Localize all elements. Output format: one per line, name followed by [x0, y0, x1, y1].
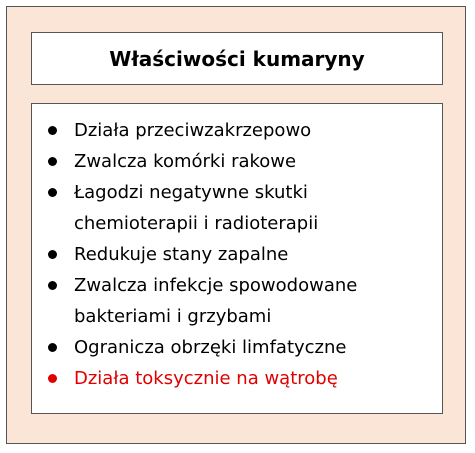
properties-box — [31, 103, 443, 414]
list-item — [32, 177, 432, 239]
bullet-icon — [48, 374, 57, 383]
list-item — [32, 146, 432, 177]
list-item — [32, 239, 432, 270]
bullet-icon — [48, 250, 57, 259]
list-item — [32, 270, 432, 332]
list-item — [32, 115, 432, 146]
list-item-text: Ogranicza obrzęki limfatyczne — [74, 337, 347, 358]
list-item-text: Działa toksycznie na wątrobę — [74, 368, 338, 389]
list-item-text: Działa przeciwzakrzepowo — [74, 120, 312, 141]
title-box — [31, 32, 443, 85]
bullet-icon — [48, 281, 57, 290]
list-item — [32, 332, 432, 363]
list-item-text: Zwalcza infekcje spowodowane bakteriami i grzybami — [74, 275, 358, 327]
bullet-icon — [48, 126, 57, 135]
bullet-icon — [48, 188, 57, 197]
list-item-text: Łagodzi negatywne skutki chemioterapii i radioterapii — [74, 182, 319, 234]
bullet-icon — [48, 343, 57, 352]
properties-list — [32, 104, 442, 394]
list-item-text: Zwalcza komórki rakowe — [74, 151, 297, 172]
list-item-text: Redukuje stany zapalne — [74, 244, 289, 265]
page-title: Właściwości kumaryny — [109, 46, 365, 71]
list-item-warning — [32, 363, 432, 394]
bullet-icon — [48, 157, 57, 166]
